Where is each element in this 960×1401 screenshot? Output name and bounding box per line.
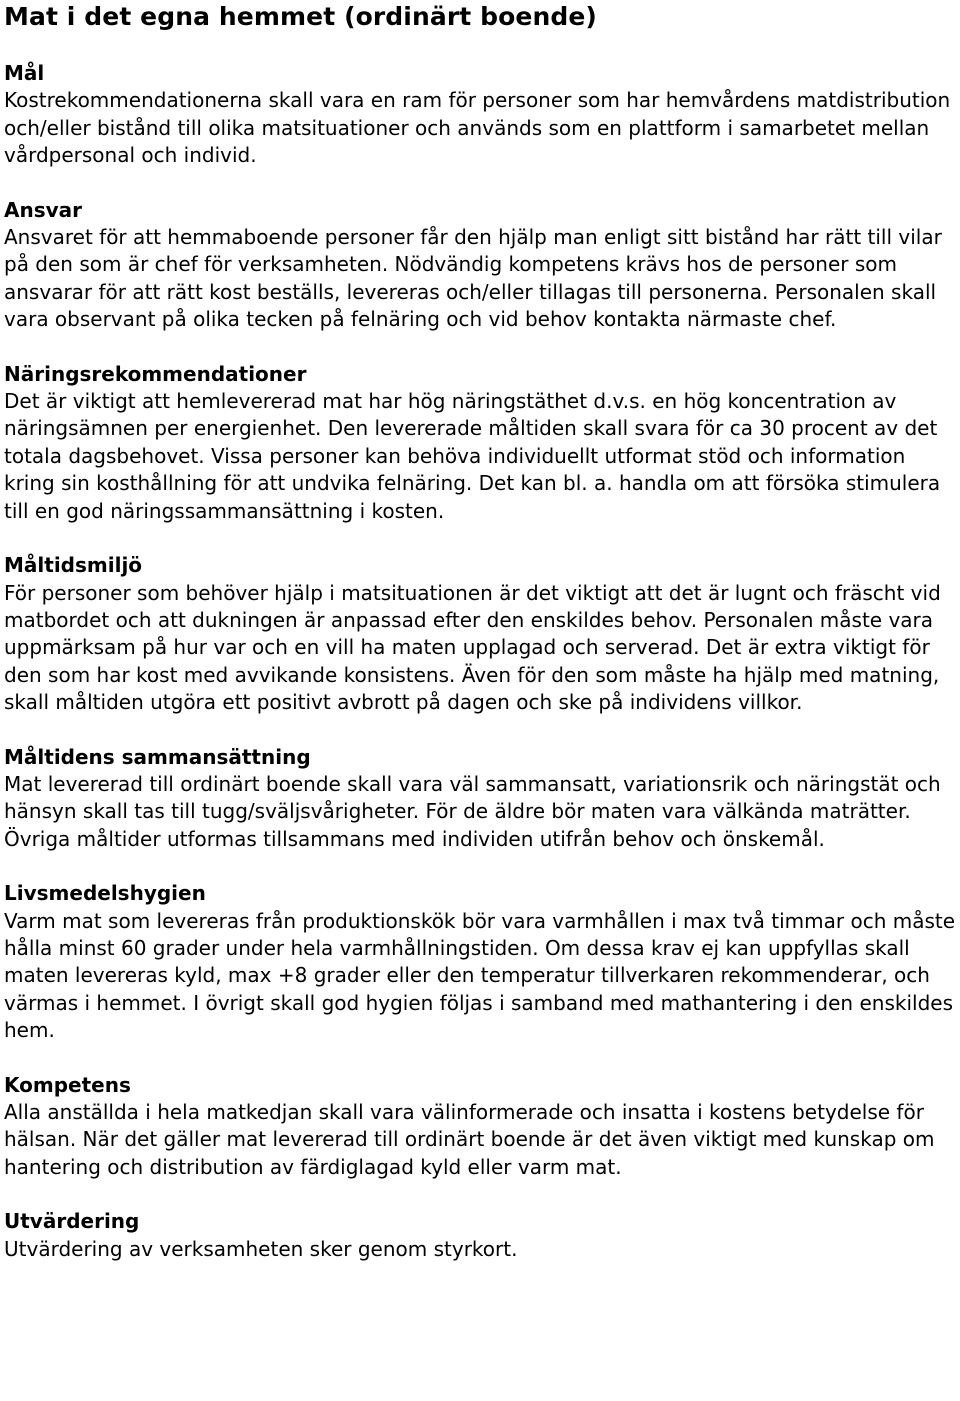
section-livsmedelshygien — [4, 880, 956, 1044]
document-page — [4, 0, 956, 1263]
section-body-maltidens-sammansattning: Mat levererad till ordinärt boende skall vara väl sammansatt, variationsrik och näringstät och hänsyn skall tas till tugg/sväljsvårigheter. För de äldre bör maten vara välkända maträtter. Övriga måltider utformas tillsammans med individen utifrån behov och önskemål. — [4, 771, 941, 851]
section-body-mal: Kostrekommendationerna skall vara en ram för personer som har hemvårdens matdistribution och/eller bistånd till olika matsituationer och används som en plattform i samarbetet mellan vårdpersonal och individ. — [4, 88, 951, 168]
section-body-ansvar: Ansvaret för att hemmaboende personer får den hjälp man enligt sitt bistånd har rätt till vilar på den som är chef för verksamheten. Nödvändig kompetens krävs hos de personer som ansvarar för att rätt kost beställs, levereras och/eller tillagas till personerna. Personalen skall vara observant på olika tecken på felnäring och vid behov kontakta närmaste chef. — [4, 225, 942, 332]
section-maltidsmiljo — [4, 552, 956, 716]
section-heading-ansvar: Ansvar — [4, 197, 83, 222]
section-heading-kompetens: Kompetens — [4, 1072, 131, 1097]
section-heading-maltidens-sammansattning: Måltidens sammansättning — [4, 744, 311, 769]
section-heading-utvardering: Utvärdering — [4, 1209, 140, 1234]
section-heading-livsmedelshygien: Livsmedelshygien — [4, 881, 206, 906]
section-kompetens — [4, 1072, 956, 1182]
section-ansvar — [4, 197, 956, 334]
section-body-maltidsmiljo: För personer som behöver hjälp i matsituationen är det viktigt att det är lugnt och fräscht vid matbordet och att dukningen är anpassad efter den enskildes behov. Personalen måste vara uppmärksam på hur var och en vill ha maten upplagad och serverad. Det är extra viktigt för den som har kost med avvikande konsistens. Även för den som måste ha hjälp med matning, skall måltiden utgöra ett positivt avbrott på dagen och ske på individens villkor. — [4, 580, 941, 715]
section-body-livsmedelshygien: Varm mat som levereras från produktionskök bör vara varmhållen i max två timmar och måste hålla minst 60 grader under hela varmhållningstiden. Om dessa krav ej kan uppfyllas skall maten levereras kyld, max +8 grader eller den temperatur tillverkaren rekommenderar, och värmas i hemmet. I övrigt skall god hygien följas i samband med mathantering i den enskildes hem. — [4, 908, 956, 1043]
section-body-utvardering: Utvärdering av verksamheten sker genom styrkort. — [4, 1236, 518, 1261]
section-maltidens-sammansattning — [4, 744, 956, 854]
section-naringsrekommendationer — [4, 361, 956, 525]
document-title: Mat i det egna hemmet (ordinärt boende) — [4, 2, 597, 31]
section-body-naringsrekommendationer: Det är viktigt att hemlevererad mat har hög näringstäthet d.v.s. en hög koncentration av näringsämnen per energienhet. Den levererade måltiden skall svara för ca 30 procent av det totala dagsbehovet. Vissa personer kan behöva individuellt utformat stöd och information kring sin kosthållning för att undvika felnäring. Det kan bl. a. handla om att försöka stimulera till en god näringssammansättning i kosten. — [4, 389, 941, 523]
section-body-kompetens: Alla anställda i hela matkedjan skall vara välinformerade och insatta i kostens betydelse för hälsan. När det gäller mat levererad till ordinärt boende är det även viktigt med kunskap om hantering och distribution av färdiglagad kyld eller varm mat. — [4, 1100, 935, 1179]
section-utvardering — [4, 1208, 956, 1263]
section-heading-mal: Mål — [4, 61, 45, 85]
section-mal — [4, 60, 956, 170]
section-heading-maltidsmiljo: Måltidsmiljö — [4, 553, 143, 578]
section-heading-naringsrekommendationer: Näringsrekommendationer — [4, 361, 307, 386]
